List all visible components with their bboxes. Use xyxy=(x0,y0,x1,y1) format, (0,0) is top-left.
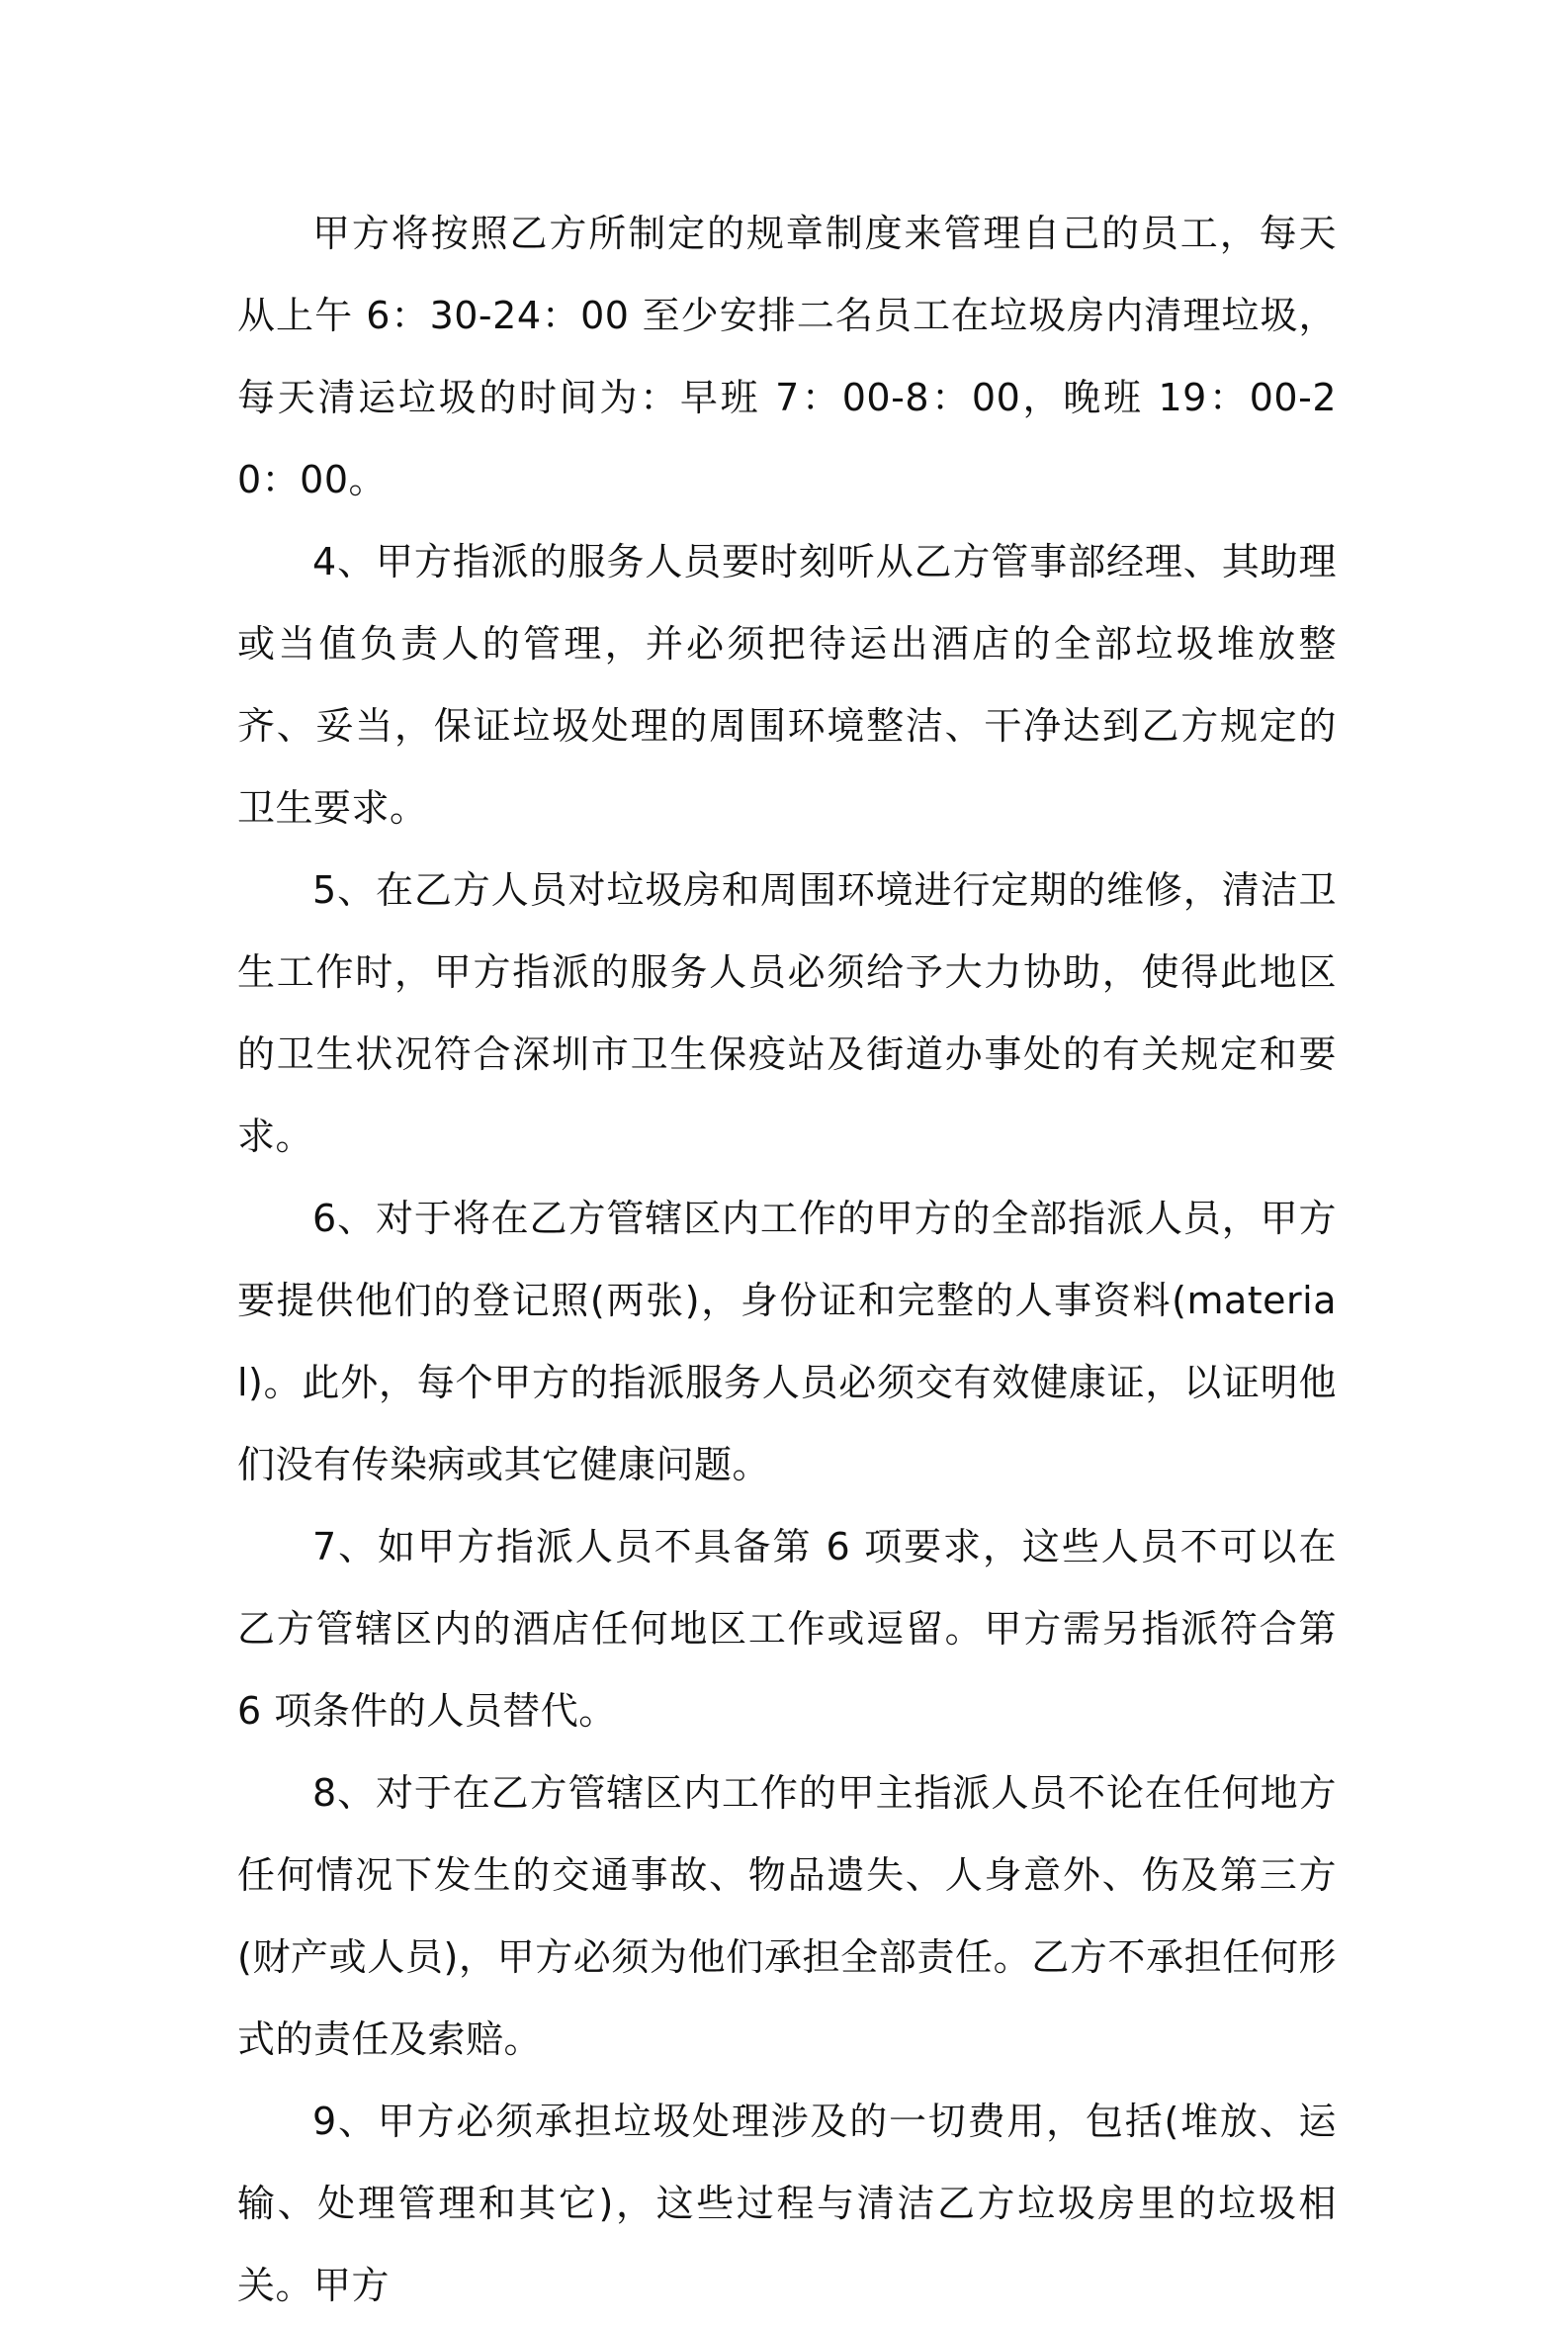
paragraph-clause-7: 7、如甲方指派人员不具备第 6 项要求，这些人员不可以在乙方管辖区内的酒店任何地区工作或逗留。甲方需另指派符合第 6 项条件的人员替代。 xyxy=(237,1525,1337,1733)
paragraph-clause-9: 9、甲方必须承担垃圾处理涉及的一切费用，包括(堆放、运输、处理管理和其它)，这些过程与清洁乙方垃圾房里的垃圾相关。甲方 xyxy=(237,2100,1337,2307)
paragraph-clause-6: 6、对于将在乙方管辖区内工作的甲方的全部指派人员，甲方要提供他们的登记照(两张)，身份证和完整的人事资料(material)。此外，每个甲方的指派服务人员必须交有效健康证，以证明他们没有传染病或其它健康问题。 xyxy=(237,1197,1337,1486)
paragraph-clause-4: 4、甲方指派的服务人员要时刻听从乙方管事部经理、其助理或当值负责人的管理，并必须把待运出酒店的全部垃圾堆放整齐、妥当，保证垃圾处理的周围环境整洁、干净达到乙方规定的卫生要求。 xyxy=(237,540,1337,830)
paragraph-staff-schedule: 甲方将按照乙方所制定的规章制度来管理自己的员工，每天从上午 6：30-24：00 至少安排二名员工在垃圾房内清理垃圾，每天清运垃圾的时间为：早班 7：00-8：00，晚班 19：00-20：00。 xyxy=(237,212,1337,501)
paragraph-clause-5: 5、在乙方人员对垃圾房和周围环境进行定期的维修，清洁卫生工作时，甲方指派的服务人员必须给予大力协助，使得此地区的卫生状况符合深圳市卫生保疫站及街道办事处的有关规定和要求。 xyxy=(237,868,1337,1158)
contract-text xyxy=(237,193,1337,2327)
paragraph-clause-8: 8、对于在乙方管辖区内工作的甲主指派人员不论在任何地方任何情况下发生的交通事故、物品遗失、人身意外、伤及第三方(财产或人员)，甲方必须为他们承担全部责任。乙方不承担任何形式的责任及索赔。 xyxy=(237,1771,1337,2061)
